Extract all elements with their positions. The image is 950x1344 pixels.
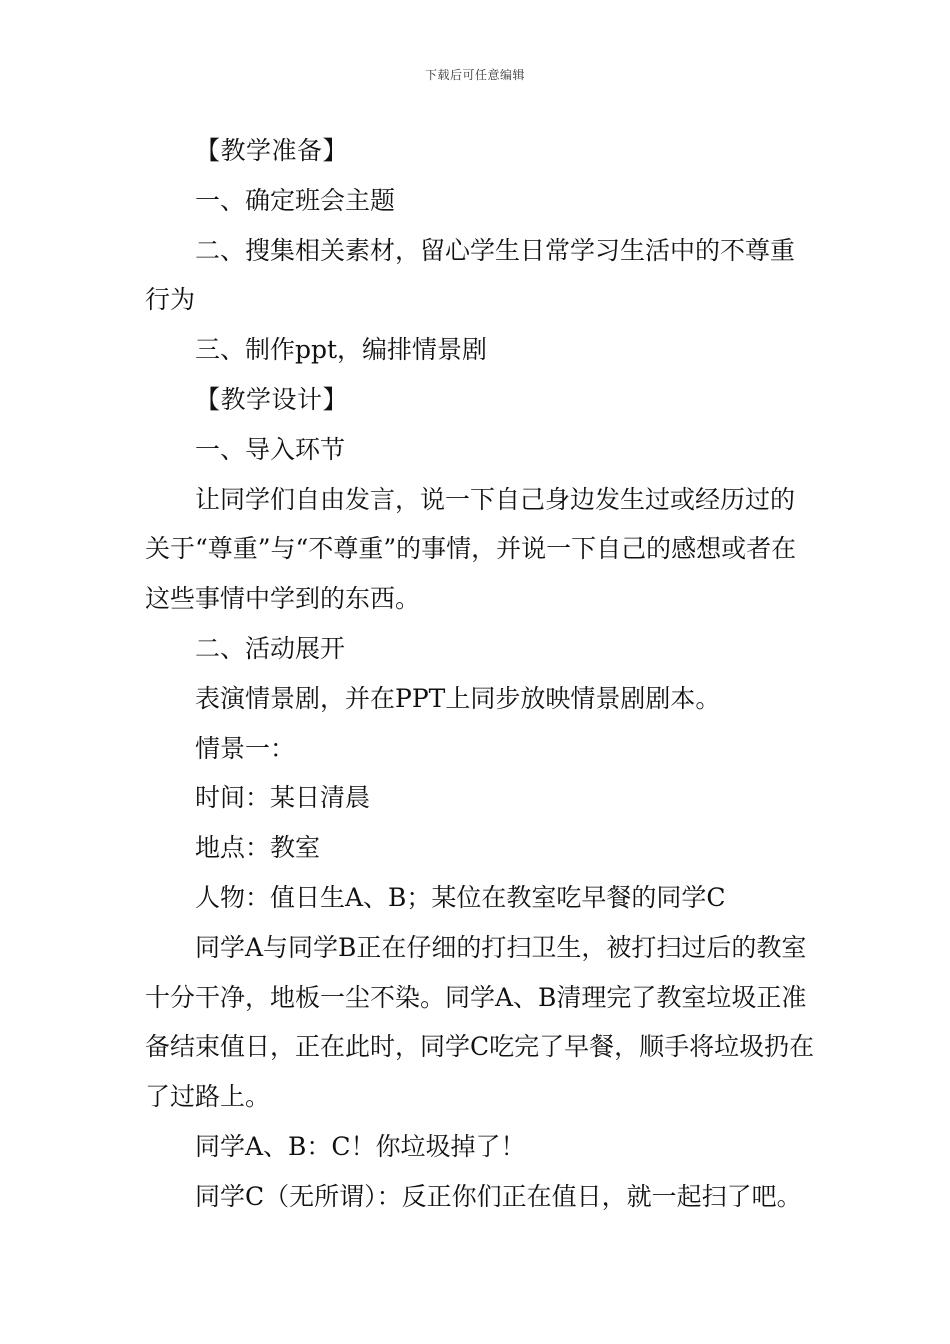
document-body <box>145 126 815 1222</box>
paragraph: 同学A、B：C！你垃圾掉了！ <box>195 1131 526 1161</box>
paragraph: 一、确定班会主题 <box>195 185 396 215</box>
paragraph: 人物：值日生A、B；某位在教室吃早餐的同学C <box>195 882 726 912</box>
page-header: 下载后可任意编辑 <box>424 68 525 82</box>
paragraph: 二、活动展开 <box>195 633 346 663</box>
section-heading-design: 【教学设计】 <box>195 384 349 414</box>
paragraph: 情景一： <box>195 733 296 763</box>
paragraph: 同学C（无所谓）：反正你们正在值日，就一起扫了吧。 <box>195 1181 802 1211</box>
paragraph: 地点：教室 <box>195 833 321 863</box>
paragraph: 同学A与同学B正在仔细的打扫卫生，被打扫过后的教室十分干净，地板一尘不染。同学A、B清理完了教室垃圾正准备结束值日，正在此时，同学C吃完了早餐，顺手将垃圾扔在了过路上。 <box>145 932 815 1112</box>
paragraph: 时间：某日清晨 <box>195 783 371 813</box>
paragraph: 表演情景剧，并在PPT上同步放映情景剧剧本。 <box>195 683 721 713</box>
paragraph: 三、制作ppt，编排情景剧 <box>195 335 488 365</box>
paragraph: 二、搜集相关素材，留心学生日常学习生活中的不尊重行为 <box>145 235 796 315</box>
section-heading-preparation: 【教学准备】 <box>195 136 349 165</box>
paragraph: 让同学们自由发言，说一下自己身边发生过或经历过的关于“尊重”与“不尊重”的事情，并说一下自己的感想或者在这些事情中学到的东西。 <box>145 484 797 614</box>
paragraph: 一、导入环节 <box>195 434 346 464</box>
